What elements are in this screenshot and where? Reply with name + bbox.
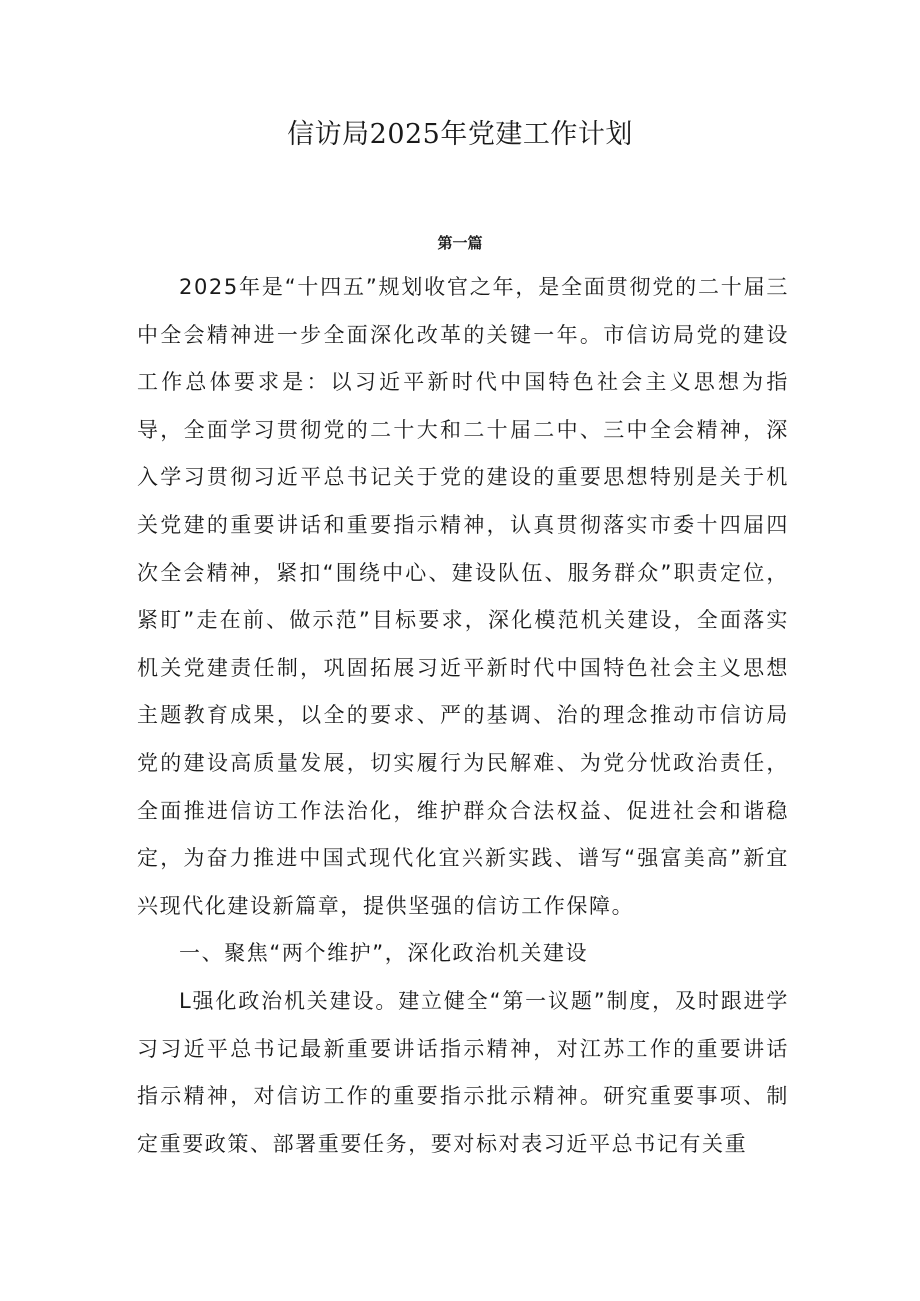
paragraph-intro: 2025年是“十四五”规划收官之年，是全面贯彻党的二十届三中全会精神进一步全面深化改革的关键一年。市信访局党的建设工作总体要求是：以习近平新时代中国特色社会主义思想为指导，全面学习贯彻党的二十大和二十届二中、三中全会精神，深入学习贯彻习近平总书记关于党的建设的重要思想特别是关于机关党建的重要讲话和重要指示精神，认真贯彻落实市委十四届四次全会精神，紧扣“围绕中心、建设队伍、服务群众”职责定位，紧盯”走在前、做示范”目标要求，深化模范机关建设，全面落实机关党建责任制，巩固拓展习近平新时代中国特色社会主义思想主题教育成果，以全的要求、严的基调、治的理念推动市信访局党的建设高质量发展，切实履行为民解难、为党分忧政治责任，全面推进信访工作法治化，维护群众合法权益、促进社会和谐稳定，为奋力推进中国式现代化宜兴新实践、谱写“强富美高”新宜兴现代化建设新篇章，提供坚强的信访工作保障。 bbox=[137, 275, 789, 918]
paragraph-item-1: L强化政治机关建设。建立健全“第一议题”制度，及时跟进学习习近平总书记最新重要讲话指示精神，对江苏工作的重要讲话指示精神，对信访工作的重要指示批示精神。研究重要事项、制定重要政策、部署重要任务，要对标对表习近平总书记有关重 bbox=[137, 988, 789, 1156]
paragraph-heading-1: 一、聚焦“两个维护”，深化政治机关建设 bbox=[179, 941, 589, 966]
document-body bbox=[137, 264, 789, 1168]
section-label: 第一篇 bbox=[437, 234, 483, 252]
document-title: 信访局2025年党建工作计划 bbox=[287, 119, 633, 150]
